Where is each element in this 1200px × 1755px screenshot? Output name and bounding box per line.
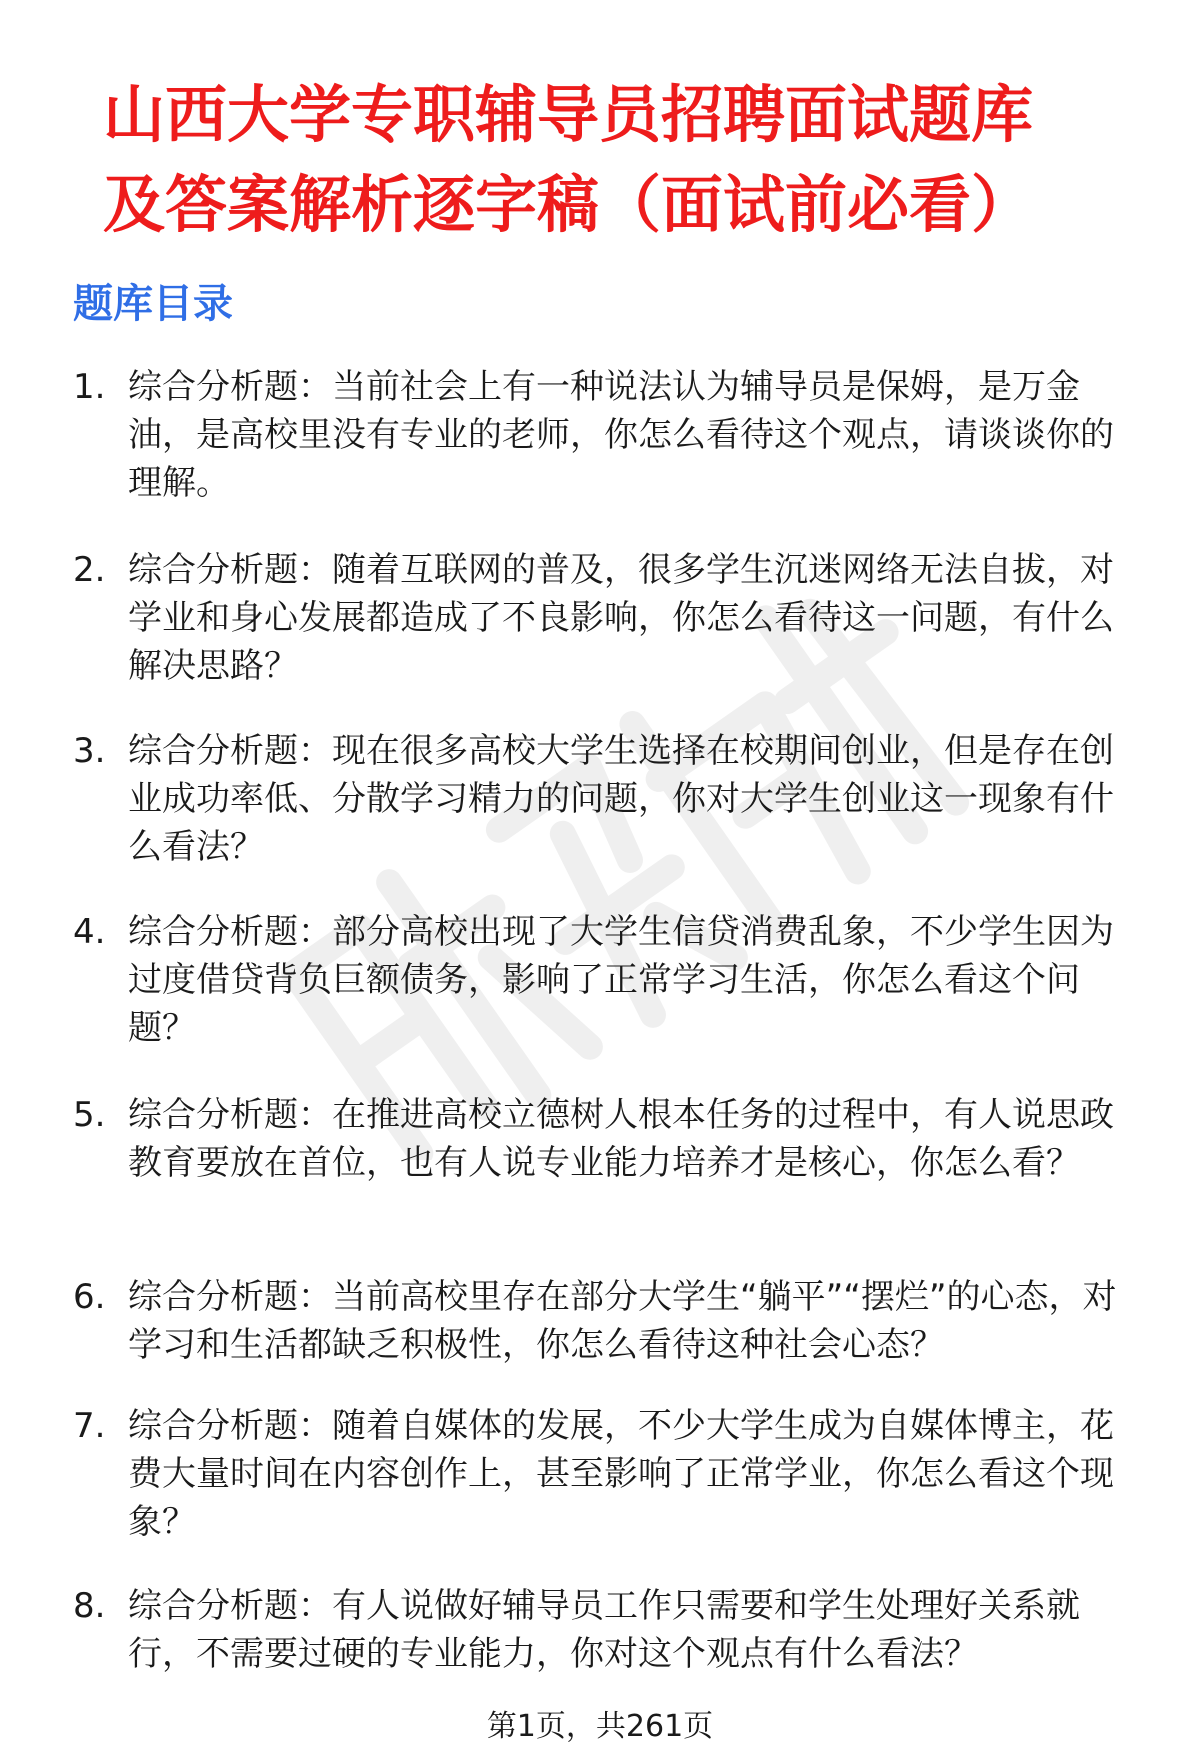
question-number: 3. — [73, 731, 106, 771]
title-line-1: 山西大学专职辅导员招聘面试题库 — [103, 78, 1034, 151]
question-text: 综合分析题：有人说做好辅导员工作只需要和学生处理好关系就行，不需要过硬的专业能力，你对这个观点有什么看法？ — [128, 1586, 1080, 1674]
question-list — [73, 363, 1138, 1682]
question-number: 7. — [73, 1406, 106, 1446]
question-text: 综合分析题：现在很多高校大学生选择在校期间创业，但是存在创业成功率低、分散学习精力的问题，你对大学生创业这一现象有什么看法？ — [128, 731, 1114, 867]
question-item — [73, 1582, 1138, 1682]
question-text: 综合分析题：当前高校里存在部分大学生“躺平”“摆烂”的心态，对学习和生活都缺乏积极性，你怎么看待这种社会心态？ — [128, 1277, 1117, 1365]
question-number: 8. — [73, 1586, 106, 1626]
question-item — [73, 908, 1138, 1091]
page-footer: 第1页，共261页 — [486, 1709, 714, 1744]
question-item — [73, 1402, 1138, 1582]
title-line-2: 及答案解析逐字稿（面试前必看） — [103, 168, 1034, 241]
question-number: 1. — [73, 367, 106, 407]
toc-heading: 题库目录 — [73, 281, 233, 327]
question-item — [73, 1091, 1138, 1273]
question-text: 综合分析题：随着自媒体的发展，不少大学生成为自媒体博主，花费大量时间在内容创作上，甚至影响了正常学业，你怎么看这个现象？ — [128, 1406, 1114, 1542]
question-item — [73, 1273, 1138, 1402]
question-text: 综合分析题：在推进高校立德树人根本任务的过程中，有人说思政教育要放在首位，也有人说专业能力培养才是核心，你怎么看？ — [128, 1095, 1114, 1183]
question-text: 综合分析题：当前社会上有一种说法认为辅导员是保姆，是万金油，是高校里没有专业的老师，你怎么看待这个观点，请谈谈你的理解。 — [128, 367, 1114, 503]
question-item — [73, 727, 1138, 908]
question-number: 6. — [73, 1277, 106, 1317]
question-item — [73, 363, 1138, 546]
question-number: 2. — [73, 550, 106, 590]
question-number: 4. — [73, 912, 106, 952]
question-item — [73, 546, 1138, 727]
question-text: 综合分析题：随着互联网的普及，很多学生沉迷网络无法自拔，对学业和身心发展都造成了不良影响，你怎么看待这一问题，有什么解决思路？ — [128, 550, 1114, 686]
document-title — [103, 70, 1143, 250]
question-number: 5. — [73, 1095, 106, 1135]
question-text: 综合分析题：部分高校出现了大学生信贷消费乱象，不少学生因为过度借贷背负巨额债务，影响了正常学习生活，你怎么看这个问题？ — [128, 912, 1114, 1048]
